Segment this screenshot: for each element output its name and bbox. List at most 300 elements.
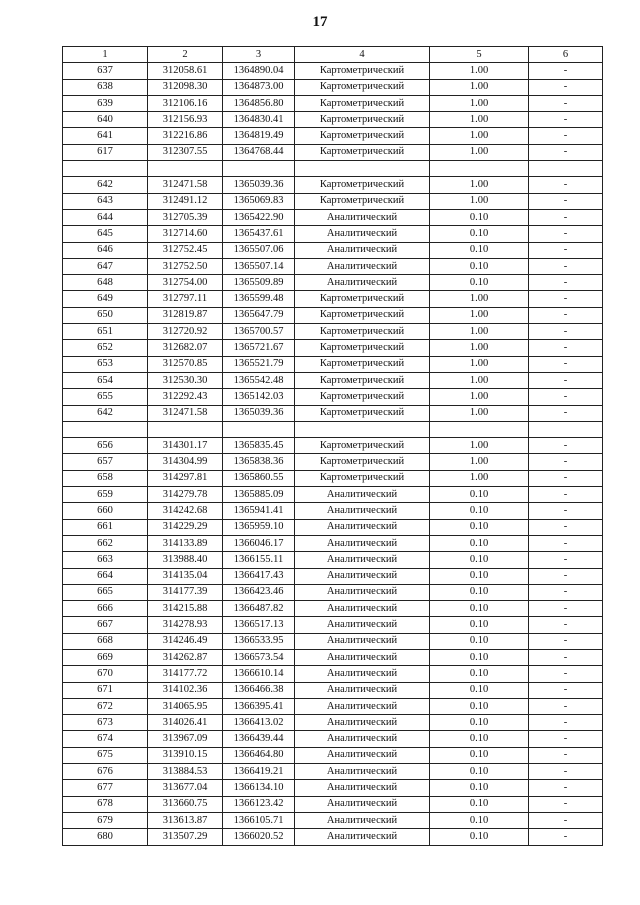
- coordinates-table: [62, 46, 603, 846]
- table-cell: 678: [63, 796, 148, 812]
- table-cell: -: [529, 617, 603, 633]
- table-cell: 0.10: [430, 535, 529, 551]
- table-cell: 313660.75: [148, 796, 223, 812]
- table-cell: 1.00: [430, 291, 529, 307]
- table-cell: -: [529, 535, 603, 551]
- table-cell: 0.10: [430, 503, 529, 519]
- table-cell: 312720.92: [148, 324, 223, 340]
- table-cell: 0.10: [430, 617, 529, 633]
- table-cell: 1366123.42: [223, 796, 295, 812]
- table-cell: Картометрический: [295, 340, 430, 356]
- table-cell: [529, 161, 603, 177]
- table-cell: 312819.87: [148, 307, 223, 323]
- table-cell: Аналитический: [295, 682, 430, 698]
- table-cell: Картометрический: [295, 112, 430, 128]
- table-cell: 660: [63, 503, 148, 519]
- table-cell: 617: [63, 144, 148, 160]
- table-cell: [295, 421, 430, 437]
- table-cell: -: [529, 780, 603, 796]
- table-cell: 1366020.52: [223, 829, 295, 845]
- table-cell: Картометрический: [295, 405, 430, 421]
- table-cell: 0.10: [430, 226, 529, 242]
- table-cell: Картометрический: [295, 144, 430, 160]
- table-cell: -: [529, 682, 603, 698]
- table-cell: 1365835.45: [223, 438, 295, 454]
- table-cell: -: [529, 438, 603, 454]
- table-cell: -: [529, 601, 603, 617]
- table-cell: 1365721.67: [223, 340, 295, 356]
- table-cell: 658: [63, 470, 148, 486]
- table-cell: 647: [63, 258, 148, 274]
- table-cell: 648: [63, 275, 148, 291]
- table-row: [63, 209, 603, 225]
- table-cell: 1.00: [430, 63, 529, 79]
- table-row: [63, 161, 603, 177]
- table-cell: 1366155.11: [223, 552, 295, 568]
- table-cell: -: [529, 209, 603, 225]
- table-cell: 0.10: [430, 209, 529, 225]
- table-cell: [223, 421, 295, 437]
- table-cell: 0.10: [430, 258, 529, 274]
- table-cell: 314242.68: [148, 503, 223, 519]
- table-cell: 1366395.41: [223, 698, 295, 714]
- column-header: 4: [295, 47, 430, 63]
- table-cell: 314177.39: [148, 584, 223, 600]
- table-cell: 1364819.49: [223, 128, 295, 144]
- table-cell: 312106.16: [148, 95, 223, 111]
- table-cell: 312752.50: [148, 258, 223, 274]
- table-cell: 314262.87: [148, 649, 223, 665]
- column-header: 2: [148, 47, 223, 63]
- table-cell: 314301.17: [148, 438, 223, 454]
- table-cell: 312156.93: [148, 112, 223, 128]
- table-cell: 1.00: [430, 177, 529, 193]
- table-cell: 668: [63, 633, 148, 649]
- table-cell: 0.10: [430, 568, 529, 584]
- table-cell: 1.00: [430, 340, 529, 356]
- table-cell: 312307.55: [148, 144, 223, 160]
- table-row: [63, 95, 603, 111]
- table-cell: 643: [63, 193, 148, 209]
- table-cell: 1.00: [430, 389, 529, 405]
- table-cell: 1366134.10: [223, 780, 295, 796]
- table-cell: [148, 421, 223, 437]
- table-cell: 1365069.83: [223, 193, 295, 209]
- table-cell: [430, 161, 529, 177]
- table-cell: 652: [63, 340, 148, 356]
- table-cell: 1365422.90: [223, 209, 295, 225]
- table-row: [63, 503, 603, 519]
- table-cell: -: [529, 454, 603, 470]
- table-cell: 672: [63, 698, 148, 714]
- table-row: [63, 405, 603, 421]
- table-cell: Картометрический: [295, 95, 430, 111]
- table-row: [63, 535, 603, 551]
- table-cell: -: [529, 666, 603, 682]
- table-cell: 314215.88: [148, 601, 223, 617]
- table-cell: 650: [63, 307, 148, 323]
- table-row: [63, 144, 603, 160]
- table-cell: Аналитический: [295, 764, 430, 780]
- table-cell: 313988.40: [148, 552, 223, 568]
- table-cell: 312216.86: [148, 128, 223, 144]
- table-row: [63, 324, 603, 340]
- table-cell: 673: [63, 715, 148, 731]
- table-cell: 1365647.79: [223, 307, 295, 323]
- table-cell: [223, 161, 295, 177]
- table-row: [63, 340, 603, 356]
- table-cell: 664: [63, 568, 148, 584]
- table-cell: 676: [63, 764, 148, 780]
- table-cell: 679: [63, 812, 148, 828]
- table-row: [63, 177, 603, 193]
- column-header: 5: [430, 47, 529, 63]
- table-cell: 0.10: [430, 780, 529, 796]
- table-cell: 0.10: [430, 764, 529, 780]
- table-cell: Картометрический: [295, 372, 430, 388]
- table-cell: Аналитический: [295, 209, 430, 225]
- table-cell: 312570.85: [148, 356, 223, 372]
- table-cell: 1365437.61: [223, 226, 295, 242]
- table-cell: Картометрический: [295, 307, 430, 323]
- table-cell: -: [529, 698, 603, 714]
- table-cell: 314177.72: [148, 666, 223, 682]
- table-cell: -: [529, 829, 603, 845]
- table-row: [63, 682, 603, 698]
- table-cell: 0.10: [430, 829, 529, 845]
- table-cell: 1.00: [430, 470, 529, 486]
- table-cell: [63, 161, 148, 177]
- table-cell: 1.00: [430, 438, 529, 454]
- table-cell: 1365521.79: [223, 356, 295, 372]
- table-cell: 1.00: [430, 144, 529, 160]
- table-cell: Аналитический: [295, 617, 430, 633]
- table-cell: Картометрический: [295, 454, 430, 470]
- table-cell: 1366413.02: [223, 715, 295, 731]
- table-cell: 314102.36: [148, 682, 223, 698]
- column-header: 3: [223, 47, 295, 63]
- table-cell: 1365039.36: [223, 405, 295, 421]
- table-cell: 1365599.48: [223, 291, 295, 307]
- table-row: [63, 470, 603, 486]
- table-cell: Картометрический: [295, 177, 430, 193]
- table-cell: 312098.30: [148, 79, 223, 95]
- table-cell: -: [529, 649, 603, 665]
- table-cell: 1365838.36: [223, 454, 295, 470]
- table-row: [63, 584, 603, 600]
- table-cell: Картометрический: [295, 128, 430, 144]
- table-row: [63, 829, 603, 845]
- table-cell: Аналитический: [295, 601, 430, 617]
- table-cell: 1365509.89: [223, 275, 295, 291]
- table-cell: 675: [63, 747, 148, 763]
- table-cell: 312797.11: [148, 291, 223, 307]
- table-cell: -: [529, 503, 603, 519]
- table-cell: 1365700.57: [223, 324, 295, 340]
- table-cell: Аналитический: [295, 535, 430, 551]
- table-cell: Картометрический: [295, 193, 430, 209]
- table-cell: 1.00: [430, 307, 529, 323]
- table-cell: Картометрический: [295, 79, 430, 95]
- table-cell: Картометрический: [295, 324, 430, 340]
- table-cell: Аналитический: [295, 715, 430, 731]
- table-cell: 314304.99: [148, 454, 223, 470]
- table-cell: -: [529, 389, 603, 405]
- table-cell: 1.00: [430, 356, 529, 372]
- table-row: [63, 438, 603, 454]
- table-cell: 640: [63, 112, 148, 128]
- table-cell: -: [529, 519, 603, 535]
- table-cell: 1364768.44: [223, 144, 295, 160]
- table-cell: -: [529, 340, 603, 356]
- table-cell: 642: [63, 405, 148, 421]
- table-cell: 680: [63, 829, 148, 845]
- table-cell: 637: [63, 63, 148, 79]
- table-cell: 669: [63, 649, 148, 665]
- table-cell: Аналитический: [295, 568, 430, 584]
- table-cell: Аналитический: [295, 584, 430, 600]
- table-cell: 1365542.48: [223, 372, 295, 388]
- table-cell: 314246.49: [148, 633, 223, 649]
- table-cell: -: [529, 324, 603, 340]
- table-row: [63, 698, 603, 714]
- table-cell: 1.00: [430, 112, 529, 128]
- table-cell: Аналитический: [295, 666, 430, 682]
- table-cell: 646: [63, 242, 148, 258]
- table-row: [63, 421, 603, 437]
- table-cell: Аналитический: [295, 503, 430, 519]
- table-cell: 0.10: [430, 649, 529, 665]
- table-cell: -: [529, 715, 603, 731]
- table-cell: -: [529, 633, 603, 649]
- table-cell: -: [529, 193, 603, 209]
- table-cell: 314278.93: [148, 617, 223, 633]
- table-row: [63, 601, 603, 617]
- table-cell: 657: [63, 454, 148, 470]
- table-cell: 653: [63, 356, 148, 372]
- table-cell: -: [529, 63, 603, 79]
- table-cell: -: [529, 584, 603, 600]
- table-cell: 312705.39: [148, 209, 223, 225]
- table-cell: 314229.29: [148, 519, 223, 535]
- table-cell: 0.10: [430, 715, 529, 731]
- table-cell: 1364856.80: [223, 95, 295, 111]
- table-cell: -: [529, 731, 603, 747]
- table-cell: -: [529, 144, 603, 160]
- table-cell: 1366487.82: [223, 601, 295, 617]
- table-cell: 667: [63, 617, 148, 633]
- table-cell: 1.00: [430, 372, 529, 388]
- table-cell: Аналитический: [295, 275, 430, 291]
- table-cell: Аналитический: [295, 829, 430, 845]
- table-row: [63, 812, 603, 828]
- table-cell: 0.10: [430, 552, 529, 568]
- table-cell: 313507.29: [148, 829, 223, 845]
- table-row: [63, 372, 603, 388]
- column-header: 1: [63, 47, 148, 63]
- table-cell: 0.10: [430, 682, 529, 698]
- table-row: [63, 275, 603, 291]
- table-cell: [148, 161, 223, 177]
- table-cell: 314026.41: [148, 715, 223, 731]
- table-cell: [529, 421, 603, 437]
- table-cell: 313884.53: [148, 764, 223, 780]
- table-cell: 1366417.43: [223, 568, 295, 584]
- table-row: [63, 780, 603, 796]
- table-row: [63, 649, 603, 665]
- table-cell: 645: [63, 226, 148, 242]
- table-row: [63, 79, 603, 95]
- table-cell: [63, 421, 148, 437]
- table-cell: -: [529, 470, 603, 486]
- table-cell: 1366046.17: [223, 535, 295, 551]
- table-cell: -: [529, 764, 603, 780]
- table-cell: -: [529, 95, 603, 111]
- table-cell: Аналитический: [295, 487, 430, 503]
- table-cell: -: [529, 112, 603, 128]
- table-cell: 1366466.38: [223, 682, 295, 698]
- table-cell: 314065.95: [148, 698, 223, 714]
- table-cell: -: [529, 568, 603, 584]
- table-cell: -: [529, 307, 603, 323]
- table-cell: 313677.04: [148, 780, 223, 796]
- table-row: [63, 112, 603, 128]
- table-cell: 638: [63, 79, 148, 95]
- table-cell: 313967.09: [148, 731, 223, 747]
- table-cell: 1366517.13: [223, 617, 295, 633]
- table-cell: -: [529, 747, 603, 763]
- table-cell: 1365039.36: [223, 177, 295, 193]
- table-cell: Аналитический: [295, 552, 430, 568]
- table-cell: 642: [63, 177, 148, 193]
- table-cell: Аналитический: [295, 649, 430, 665]
- table-row: [63, 796, 603, 812]
- table-cell: 1.00: [430, 454, 529, 470]
- table-cell: 1366419.21: [223, 764, 295, 780]
- table-cell: 312752.45: [148, 242, 223, 258]
- table-cell: 1364830.41: [223, 112, 295, 128]
- table-cell: 1365941.41: [223, 503, 295, 519]
- table-cell: 0.10: [430, 666, 529, 682]
- table-cell: 661: [63, 519, 148, 535]
- table-cell: 1.00: [430, 193, 529, 209]
- table-cell: 1365885.09: [223, 487, 295, 503]
- table-header-row: [63, 47, 603, 63]
- table-cell: -: [529, 291, 603, 307]
- table-cell: 1364873.00: [223, 79, 295, 95]
- table-cell: 312471.58: [148, 177, 223, 193]
- table-cell: Аналитический: [295, 519, 430, 535]
- table-cell: 312058.61: [148, 63, 223, 79]
- page-number: 17: [312, 14, 328, 30]
- table-cell: 314297.81: [148, 470, 223, 486]
- table-row: [63, 552, 603, 568]
- table-cell: [295, 161, 430, 177]
- table-cell: 0.10: [430, 747, 529, 763]
- table-cell: 677: [63, 780, 148, 796]
- table-cell: 1365507.06: [223, 242, 295, 258]
- table-cell: 1366464.80: [223, 747, 295, 763]
- table-cell: 644: [63, 209, 148, 225]
- table-row: [63, 568, 603, 584]
- table-cell: 0.10: [430, 242, 529, 258]
- table-cell: Картометрический: [295, 438, 430, 454]
- table-cell: Аналитический: [295, 698, 430, 714]
- table-cell: 656: [63, 438, 148, 454]
- table-cell: 314279.78: [148, 487, 223, 503]
- table-cell: 1366610.14: [223, 666, 295, 682]
- table-cell: Аналитический: [295, 242, 430, 258]
- table-cell: Аналитический: [295, 226, 430, 242]
- table-row: [63, 715, 603, 731]
- table-cell: 0.10: [430, 519, 529, 535]
- table-row: [63, 389, 603, 405]
- table-cell: Картометрический: [295, 63, 430, 79]
- table-cell: Аналитический: [295, 796, 430, 812]
- table-row: [63, 454, 603, 470]
- table-cell: Аналитический: [295, 633, 430, 649]
- table-cell: 1365959.10: [223, 519, 295, 535]
- table-cell: 649: [63, 291, 148, 307]
- table-cell: 0.10: [430, 487, 529, 503]
- table-body: [63, 63, 603, 845]
- table-cell: -: [529, 796, 603, 812]
- table-cell: 0.10: [430, 731, 529, 747]
- table-cell: 1.00: [430, 128, 529, 144]
- table-cell: Картометрический: [295, 470, 430, 486]
- table-cell: 313910.15: [148, 747, 223, 763]
- table-row: [63, 307, 603, 323]
- table-cell: 1365860.55: [223, 470, 295, 486]
- table-cell: 312491.12: [148, 193, 223, 209]
- table-row: [63, 258, 603, 274]
- table-cell: -: [529, 226, 603, 242]
- table-row: [63, 617, 603, 633]
- table-cell: 313613.87: [148, 812, 223, 828]
- table-row: [63, 242, 603, 258]
- table-cell: 641: [63, 128, 148, 144]
- table-cell: 0.10: [430, 796, 529, 812]
- table-cell: -: [529, 275, 603, 291]
- table-cell: 639: [63, 95, 148, 111]
- table-cell: -: [529, 242, 603, 258]
- table-cell: Аналитический: [295, 258, 430, 274]
- table-cell: 1364890.04: [223, 63, 295, 79]
- table-cell: -: [529, 405, 603, 421]
- table-cell: 0.10: [430, 698, 529, 714]
- table-cell: 314133.89: [148, 535, 223, 551]
- table-cell: 1.00: [430, 324, 529, 340]
- table-cell: 666: [63, 601, 148, 617]
- column-header: 6: [529, 47, 603, 63]
- table-row: [63, 356, 603, 372]
- table-cell: Картометрический: [295, 356, 430, 372]
- table-cell: 312714.60: [148, 226, 223, 242]
- table-cell: 1366439.44: [223, 731, 295, 747]
- table-cell: Аналитический: [295, 812, 430, 828]
- table-cell: -: [529, 487, 603, 503]
- table-cell: 1365142.03: [223, 389, 295, 405]
- table-cell: 1.00: [430, 405, 529, 421]
- table-cell: 312682.07: [148, 340, 223, 356]
- table-cell: -: [529, 79, 603, 95]
- table-cell: 654: [63, 372, 148, 388]
- table-cell: 312754.00: [148, 275, 223, 291]
- table-cell: 314135.04: [148, 568, 223, 584]
- table-cell: [430, 421, 529, 437]
- table-row: [63, 764, 603, 780]
- table-cell: 1365507.14: [223, 258, 295, 274]
